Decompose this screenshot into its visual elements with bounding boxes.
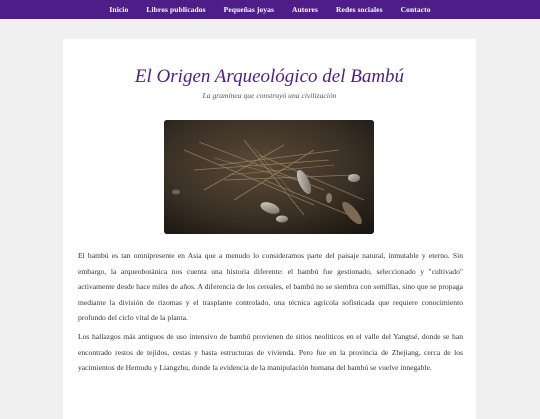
article-title: El Origen Arqueológico del Bambú bbox=[134, 66, 405, 87]
nav-libros-publicados[interactable]: Libros publicados bbox=[146, 5, 206, 14]
article-card bbox=[63, 39, 476, 419]
article-subtitle: La gramínea que construyó una civilización bbox=[202, 91, 337, 100]
top-navigation bbox=[0, 0, 540, 19]
nav-contacto[interactable]: Contacto bbox=[400, 5, 431, 14]
article-paragraph: El bambú es tan omnipresente en Asia que a menudo lo consideramos parte del paisaje natural, inmutable y eterno. Sin embargo, la arqueobotánica nos cuenta una historia diferente: el bambú fue gestionado, seleccionado y "cultivado" activamente desde hace miles de años. A diferencia de los cereales, el bambú no se siembra con semillas, sino que se propaga mediante la división de rizomas y el trasplante controlado, una técnica agrícola sofisticada que requiere conocimiento profundo del ciclo vital de la planta. bbox=[78, 251, 463, 322]
article-paragraph: Los hallazgos más antiguos de uso intensivo de bambú provienen de sitios neolíticos en el valle del Yangtsé, donde se han encontrado restos de tejidos, cestas y hasta estructuras de vivienda. Pero fue en la provincia de Zhejiang, cerca de los yacimientos de Hemudu y Liangzhu, donde la evidencia de la manipulación humana del bambú se vuelve innegable. bbox=[78, 332, 463, 372]
nav-inicio[interactable]: Inicio bbox=[109, 5, 129, 14]
nav-redes-sociales[interactable]: Redes sociales bbox=[336, 5, 383, 14]
excavation-photo-illustration bbox=[164, 120, 374, 234]
nav-autores[interactable]: Autores bbox=[292, 5, 318, 14]
nav-pequenas-joyas[interactable]: Pequeñas joyas bbox=[223, 5, 275, 14]
archaeological-bamboo-image bbox=[164, 120, 374, 234]
